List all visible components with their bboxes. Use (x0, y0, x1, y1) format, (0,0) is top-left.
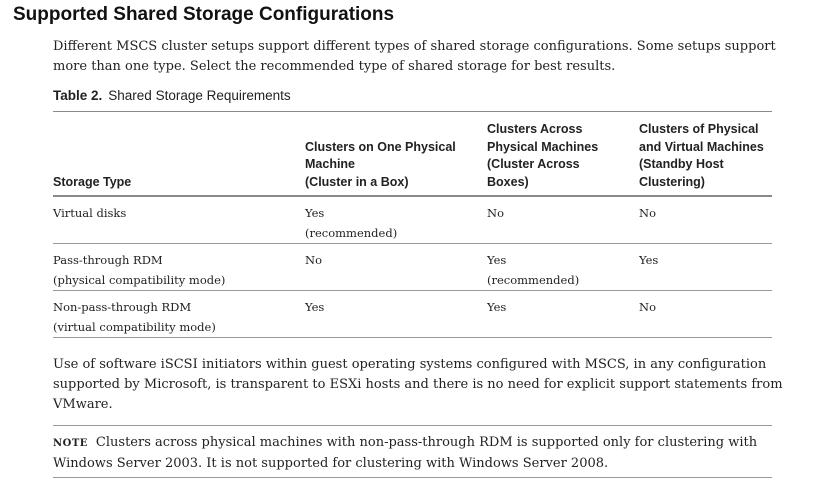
header-line: Physical Machines (487, 139, 599, 154)
cell-line: No (639, 206, 656, 220)
header-line: Storage Type (53, 174, 132, 189)
table-caption-title: Shared Storage Requirements (108, 88, 291, 103)
cell-line: Pass-through RDM (53, 253, 163, 267)
cell-line: Yes (305, 206, 325, 220)
header-standby-host-clustering (639, 112, 772, 197)
header-cluster-in-a-box (305, 112, 487, 197)
cell-cluster-in-a-box (305, 291, 487, 338)
cell-line: No (305, 253, 322, 267)
cell-cluster-in-a-box (305, 196, 487, 244)
cell-storage-type (53, 196, 305, 244)
table-row (53, 291, 772, 338)
cell-line: Yes (639, 253, 659, 267)
cell-cluster-across-boxes (487, 196, 639, 244)
cell-cluster-across-boxes (487, 244, 639, 291)
header-line: Clusters of Physical (639, 122, 759, 136)
shared-storage-table (53, 111, 772, 338)
cell-standby-host (639, 196, 772, 244)
cell-standby-host (639, 244, 772, 291)
cell-storage-type (53, 291, 305, 338)
cell-cluster-in-a-box (305, 244, 487, 291)
header-line: Clusters Across (487, 122, 583, 136)
header-storage-type (53, 112, 305, 197)
cell-line: Yes (487, 253, 507, 267)
cell-line: No (639, 300, 656, 314)
section-heading: Supported Shared Storage Configurations (13, 4, 395, 25)
iscsi-paragraph: Use of software iSCSI initiators within guest operating systems configured with MSCS, in any configuration supported by Microsoft, is transparent to ESXi hosts and there is no need for explicit support statements from VMware. (53, 357, 783, 412)
cell-line: (virtual compatibility mode) (53, 319, 216, 334)
cell-line: No (487, 206, 504, 220)
cell-line: (recommended) (487, 272, 580, 287)
header-line: (Cluster Across (487, 157, 580, 171)
header-line: and Virtual Machines (639, 139, 764, 154)
header-line: Machine (305, 157, 356, 171)
note-box (53, 425, 772, 478)
cell-storage-type (53, 244, 305, 291)
cell-line: (physical compatibility mode) (53, 272, 226, 287)
cell-cluster-across-boxes (487, 291, 639, 338)
cell-standby-host (639, 291, 772, 338)
table-caption (53, 88, 291, 103)
cell-line: (recommended) (305, 225, 398, 240)
header-line: Clustering) (639, 174, 705, 189)
cell-line: Non-pass-through RDM (53, 300, 192, 314)
table-row (53, 244, 772, 291)
intro-paragraph: Different MSCS cluster setups support different types of shared storage configurations. Some setups support more than one type. Select the recommended type of shared storage for best results. (53, 39, 776, 74)
cell-line: Yes (487, 300, 507, 314)
table-header-row (53, 112, 772, 197)
cell-line: Yes (305, 300, 325, 314)
table-row (53, 196, 772, 244)
note-text: Clusters across physical machines with non-pass-through RDM is supported only for clustering with Windows Server 2003. It is not supported for clustering with Windows Server 2008. (53, 435, 758, 471)
note-label: NOTE (53, 438, 88, 449)
table-caption-number: Table 2. (53, 88, 103, 103)
header-line: (Standby Host (639, 157, 724, 171)
header-cluster-across-boxes (487, 112, 639, 197)
cell-line: Virtual disks (53, 206, 127, 220)
header-line: Boxes) (487, 174, 529, 189)
header-line: Clusters on One Physical (305, 139, 456, 154)
header-line: (Cluster in a Box) (305, 174, 409, 189)
